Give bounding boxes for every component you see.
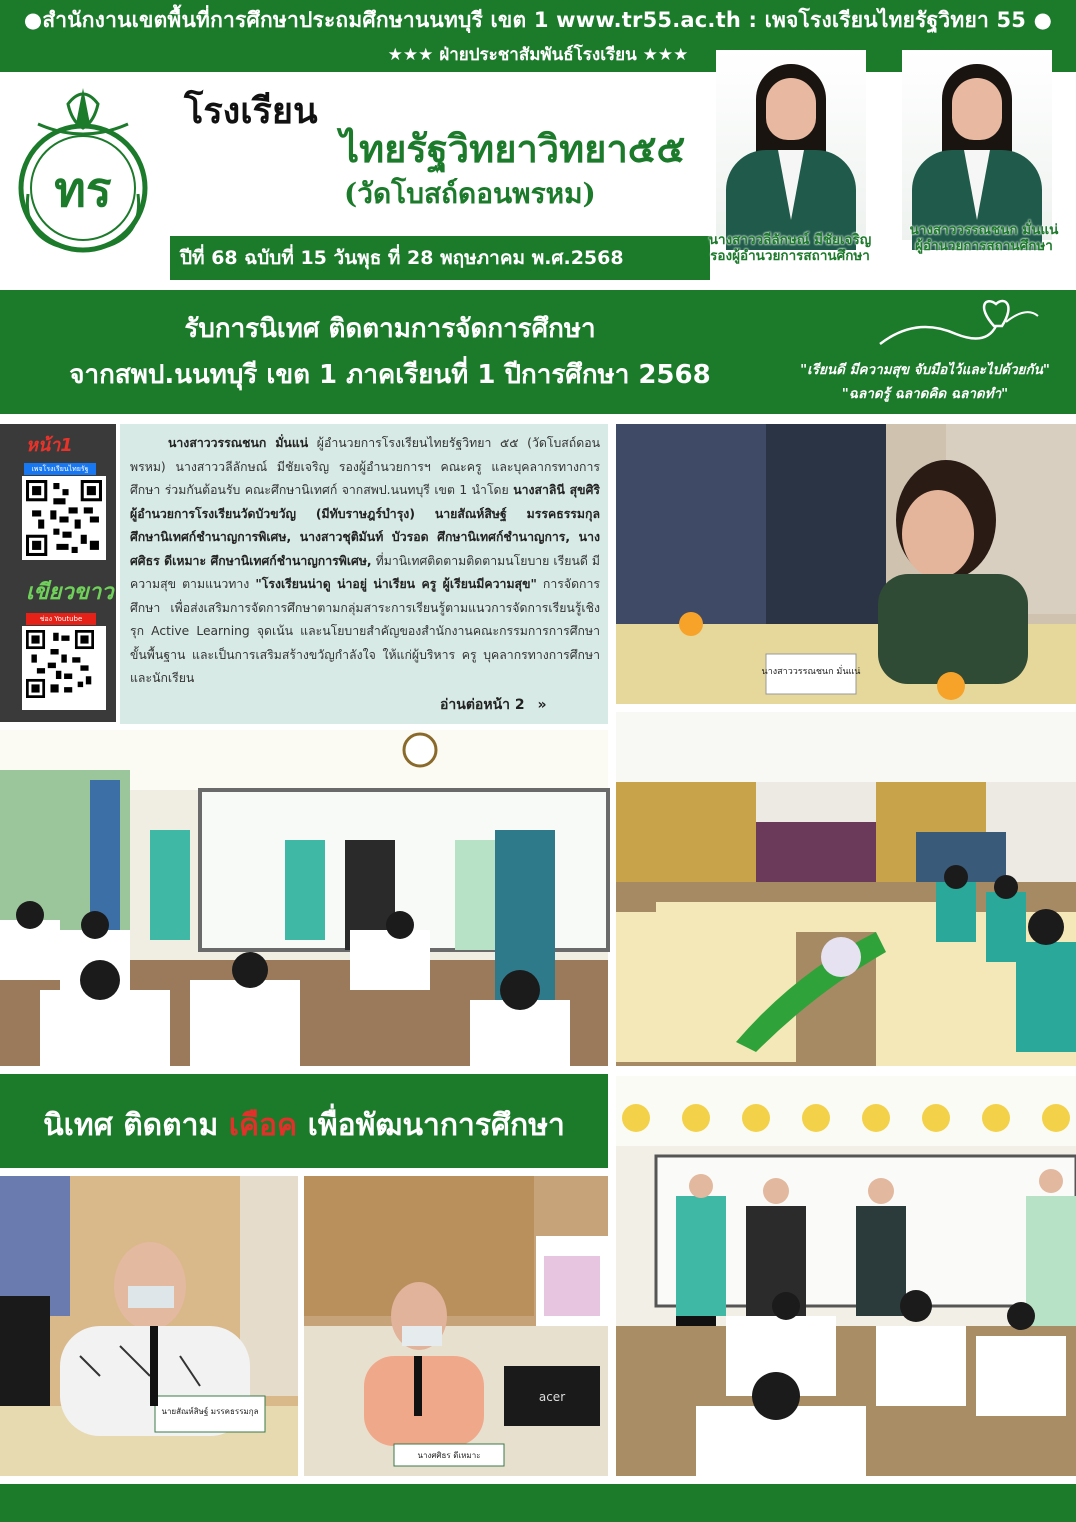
article-supervisors: นางสาลินี สุขศิริ ผู้อำนวยการโรงเรียนวัดบัวขวัญ (มีทับราษฎร์บำรุง) นายสัณห์สิษฐ์ มรรคธรรมกุล ศึกษานิเทศก์ชำนาญการพิเศษ, นางสาวชุติมันท์ บัวรอด ศึกษานิเทศก์ชำนาญการ, นางศศิธร ดีเหมาะ ศึกษานิเทศก์ชำนาญการพิเศษ, xyxy=(130,483,600,568)
issue-info: ปีที่ 68 ฉบับที่ 15 วันพุธ ที่ 28 พฤษภาคม พ.ศ.2568 xyxy=(170,236,710,280)
banner-line-1: ●สำนักงานเขตพื้นที่การศึกษาประถมศึกษานนทบุรี เขต 1 www.tr55.ac.th : เพจโรงเรียนไทยรัฐวิทยา 55 ● xyxy=(23,8,1053,32)
motto-line-1: "เรียนดี มีความสุข จับมือไว้และไปด้วยกัน" xyxy=(800,362,1050,378)
section-title-a: นิเทศ ติดตาม xyxy=(43,1108,229,1143)
deputy-name: นางสาววลีลักษณ์ มีชัยเจริญ xyxy=(708,232,872,248)
school-name-line-2: ไทยรัฐวิทยาวิทยา๕๕ xyxy=(340,126,686,171)
director-role: ผู้อำนวยการสถานศึกษา xyxy=(915,238,1053,254)
article-slogan: "โรงเรียนน่าดู น่าอยู่ น่าเรียน ครู ผู้เรียนมีความสุข" xyxy=(255,577,537,591)
nameplate-director: นางสาววรรณชนก มั่นแน่ xyxy=(761,667,861,677)
director-name: นางสาววรรณชนก มั่นแน่ xyxy=(909,222,1059,238)
photo-director-speaking xyxy=(616,424,1076,704)
heart-ribbon-icon xyxy=(876,296,1046,356)
youtube-label: ช่อง Youtube xyxy=(26,613,96,625)
monitor-brand: acer xyxy=(538,1390,566,1404)
brand-logo-1: หน้า1 xyxy=(26,435,73,456)
portrait-director xyxy=(902,50,1052,240)
article-body-2: ที่มานิเทศติดตามติดตามนโยบาย เรียนดี มีความสุข ตามแนวทาง xyxy=(130,553,600,591)
bottom-bar xyxy=(0,1484,1076,1522)
photo-supervisor-woman xyxy=(304,1176,608,1476)
headline-line-1: รับการนิเทศ ติดตามการจัดการศึกษา xyxy=(184,314,596,344)
facebook-label: เพจโรงเรียนไทยรัฐ xyxy=(24,463,96,475)
photo-supervisor-man xyxy=(0,1176,298,1476)
photo-classroom-visit xyxy=(0,730,608,1066)
article-lead-name: นางสาววรรณชนก มั่นแน่ xyxy=(168,436,309,450)
svg-text:ทร: ทร xyxy=(54,162,112,218)
facebook-qr-code[interactable] xyxy=(22,476,106,560)
section-title xyxy=(0,1102,608,1149)
photo-classroom-observation xyxy=(616,1076,1076,1476)
section-title-red: เคือค xyxy=(228,1108,298,1143)
read-more-link[interactable] xyxy=(440,694,547,716)
portrait-deputy-director xyxy=(716,50,866,240)
school-logo xyxy=(8,84,158,260)
double-chevron-icon: » xyxy=(537,697,547,713)
banner-line-2: ★★★ ฝ่ายประชาสัมพันธ์โรงเรียน ★★★ xyxy=(387,45,689,65)
headline-line-2: จากสพป.นนทบุรี เขต 1 ภาคเรียนที่ 1 ปีการศึกษา 2568 xyxy=(69,360,711,390)
school-name-line-3: (วัดโบสถ์ดอนพรหม) xyxy=(344,177,596,210)
article-body-3: การจัดการศึกษา เพื่อส่งเสริมการจัดการศึกษาตามกลุ่มสาระการเรียนรู้ตามแนวการจัดการเรียนรู้เชิงรุก Active Learning จุดเน้น และนโยบายสำคัญของสำนักงานคณะกรรมการการศึกษาขั้นพื้นฐาน และเป็นการเสริมสร้างขวัญกำลังใจ ให้แก่ผู้บริหาร ครู บุคลากรทางการศึกษาและนักเรียน xyxy=(130,577,601,685)
photo-meeting-room xyxy=(616,712,1076,1066)
nameplate-supervisor-woman: นางศศิธร ดีเหมาะ xyxy=(417,1451,481,1460)
deputy-caption xyxy=(688,232,892,264)
read-more-label: อ่านต่อหน้า 2 xyxy=(440,697,525,713)
deputy-role: รองผู้อำนวยการสถานศึกษา xyxy=(710,248,870,264)
article-text xyxy=(130,432,600,691)
director-caption xyxy=(892,222,1076,254)
article-body-1: ผู้อำนวยการโรงเรียนไทยรัฐวิทยา ๕๕ (วัดโบสถ์ดอนพรหม) นางสาววลีลักษณ์ มีชัยเจริญ รองผู้อำนวยการฯ คณะครู และบุคลากรทางการศึกษา ร่วมกันต้อนรับ คณะศึกษานิเทศก์ จากสพป.นนทบุรี เขต 1 นำโดย xyxy=(130,436,600,497)
section-title-b: เพื่อพัฒนาการศึกษา xyxy=(297,1108,565,1143)
youtube-qr-code[interactable] xyxy=(22,626,106,710)
brand-logo-2: เขียวขาว xyxy=(26,580,114,605)
motto-line-2: "ฉลาดรู้ ฉลาดคิด ฉลาดทำ" xyxy=(841,386,1009,402)
school-name-line-1: โรงเรียน xyxy=(184,90,318,132)
nameplate-supervisor-man: นายสัณห์สิษฐ์ มรรคธรรมกุล xyxy=(161,1407,259,1416)
